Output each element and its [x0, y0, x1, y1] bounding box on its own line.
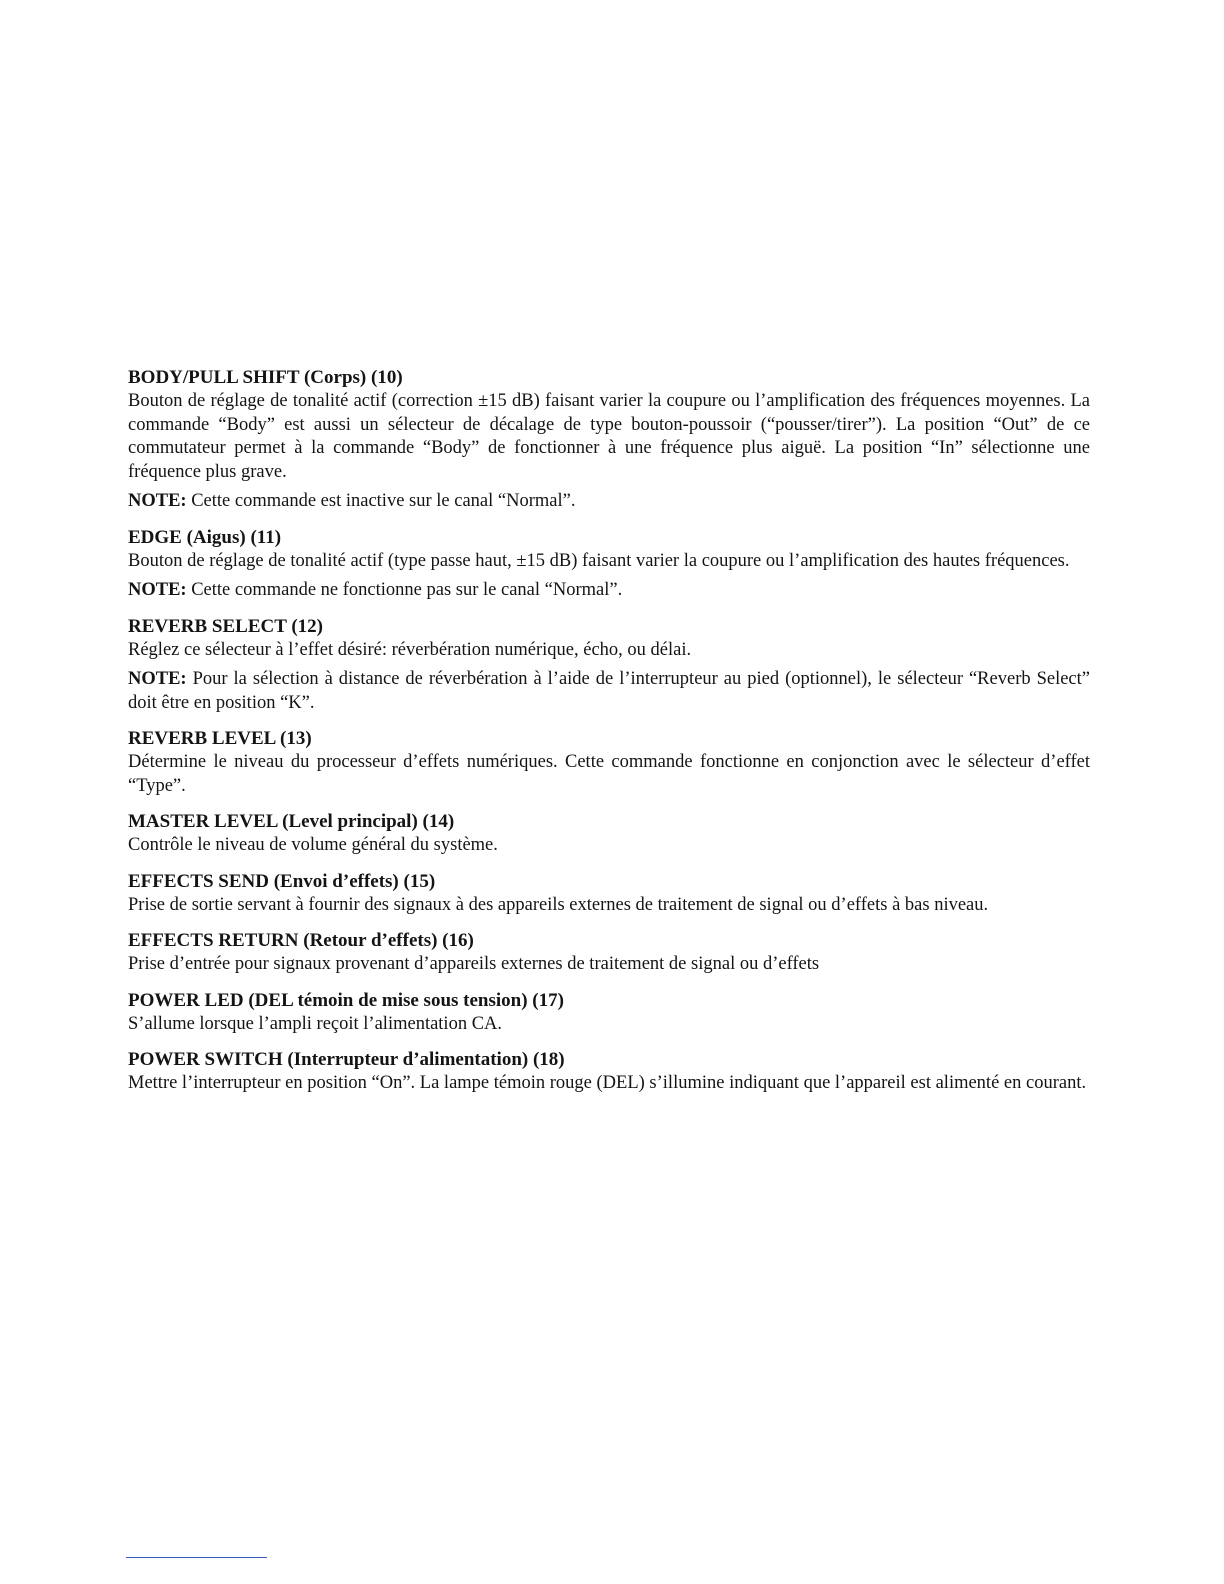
section-heading: REVERB SELECT (12): [128, 615, 323, 637]
section-effects-return: [128, 929, 1090, 977]
section-note: [128, 579, 1090, 603]
note-text: Cette commande ne fonctionne pas sur le canal “Normal”.: [191, 580, 623, 600]
section-description: Prise de sortie servant à fournir des signaux à des appareils externes de traitement de signal ou d’effets à bas niveau.: [128, 894, 989, 915]
section-description: Mettre l’interrupteur en position “On”. La lampe témoin rouge (DEL) s’illumine indiquant que l’appareil est alimenté en courant.: [128, 1073, 1087, 1093]
section-reverb-level: [128, 727, 1090, 798]
section-heading: REVERB LEVEL (13): [128, 728, 312, 749]
section-heading: EDGE (Aigus) (11): [128, 526, 282, 548]
section-master-level: [128, 810, 1090, 858]
note-label: NOTE:: [128, 580, 187, 600]
section-note: [128, 490, 1090, 514]
section-description: Bouton de réglage de tonalité actif (type passe haut, ±15 dB) faisant varier la coupure ou l’amplification des hautes fréquences.: [128, 550, 1070, 571]
section-effects-send: [128, 870, 1090, 918]
section-edge: [128, 526, 1090, 603]
note-label: NOTE:: [128, 669, 187, 689]
note-label: NOTE:: [128, 491, 187, 511]
note-text: Cette commande est inactive sur le canal “Normal”.: [191, 491, 576, 511]
section-note: [128, 668, 1090, 715]
section-heading: POWER SWITCH (Interrupteur d’alimentation) (18): [128, 1049, 565, 1070]
section-power-switch: [128, 1048, 1090, 1096]
section-description: S’allume lorsque l’ampli reçoit l’alimentation CA.: [128, 1013, 503, 1034]
section-description: Contrôle le niveau de volume général du système.: [128, 835, 498, 855]
note-text: Pour la sélection à distance de réverbération à l’aide de l’interrupteur au pied (optionnel), le sélecteur “Reverb Select” doit être en position “K”.: [128, 669, 1090, 713]
section-power-led: [128, 989, 1090, 1037]
manual-page-content: [128, 366, 1090, 1108]
section-description: Prise d’entrée pour signaux provenant d’appareils externes de traitement de signal ou d’effets: [128, 954, 820, 974]
section-reverb-select: [128, 615, 1090, 716]
section-description: Bouton de réglage de tonalité actif (correction ±15 dB) faisant varier la coupure ou l’amplification des fréquences moyennes. La commande “Body” est aussi un sélecteur de décalage de type bouton-poussoir (“pousser/tirer”). La position “Out” de ce commutateur permet à la commande “Body” de fonctionner à une fréquence plus aiguë. La position “In” sélectionne une fréquence plus grave.: [128, 391, 1090, 482]
section-heading: BODY/PULL SHIFT (Corps) (10): [128, 367, 403, 388]
section-body-pull-shift: [128, 366, 1090, 514]
section-heading: POWER LED (DEL témoin de mise sous tension) (17): [128, 989, 564, 1011]
section-description: Réglez ce sélecteur à l’effet désiré: réverbération numérique, écho, ou délai.: [128, 639, 692, 660]
footer-divider: [126, 1557, 267, 1558]
section-heading: EFFECTS SEND (Envoi d’effets) (15): [128, 870, 436, 892]
section-heading: EFFECTS RETURN (Retour d’effets) (16): [128, 930, 474, 951]
section-heading: MASTER LEVEL (Level principal) (14): [128, 811, 455, 832]
section-description: Détermine le niveau du processeur d’effets numériques. Cette commande fonctionne en conjonction avec le sélecteur d’effet “Type”.: [128, 752, 1090, 796]
